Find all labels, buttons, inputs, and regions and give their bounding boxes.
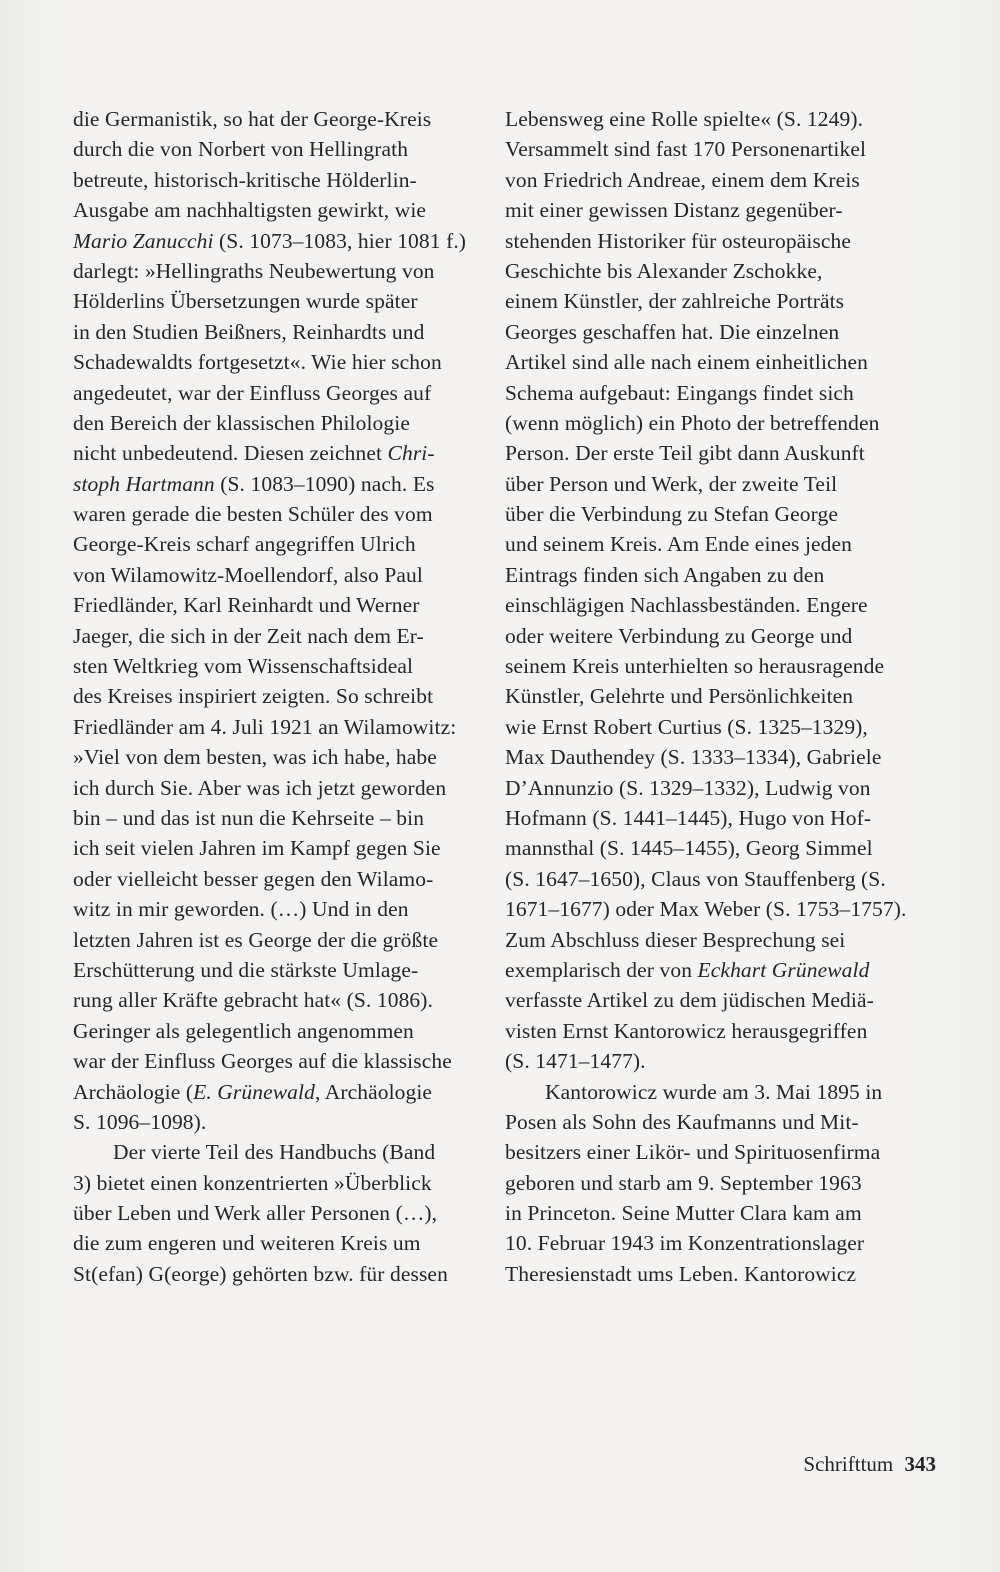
line-text: besitzers einer Likör- und Spirituosenfirma (505, 1140, 881, 1165)
text-line (505, 925, 945, 955)
text-line (505, 438, 945, 468)
text-line (73, 134, 493, 164)
line-text: die Germanistik, so hat der George-Kreis (73, 107, 432, 131)
line-text: Zum Abschluss dieser Besprechung sei (505, 927, 846, 952)
text-line (73, 226, 493, 256)
text-line (505, 1137, 945, 1167)
line-text: stehenden Historiker für osteuropäische (505, 228, 851, 253)
line-text: die zum engeren und weiteren Kreis um (73, 1231, 421, 1256)
line-text: Theresienstadt ums Leben. Kantorowicz (505, 1261, 857, 1286)
text-line (73, 1107, 493, 1137)
text-line (505, 712, 945, 742)
text-line (505, 681, 945, 711)
line-text: nicht unbedeutend. Diesen zeichnet (73, 441, 388, 466)
text-line (73, 378, 493, 408)
line-text: (S. 1083–1090) nach. Es (214, 471, 435, 496)
line-text: betreute, historisch-kritische Hölderlin- (73, 167, 417, 192)
left-text-column (73, 104, 493, 1289)
line-text: , Archäologie (314, 1079, 433, 1104)
text-line (505, 590, 945, 620)
text-line (73, 1228, 493, 1258)
line-text: geboren und starb am 9. September 1963 (505, 1170, 862, 1195)
line-text: S. 1096–1098). (73, 1109, 207, 1134)
text-line (505, 347, 945, 377)
line-text: ich durch Sie. Aber was ich jetzt geworden (73, 775, 447, 800)
text-line (73, 560, 493, 590)
text-line (505, 1228, 945, 1258)
line-text: oder weitere Verbindung zu George und (505, 623, 853, 648)
page-footer (803, 1452, 936, 1477)
line-text: Jaeger, die sich in der Zeit nach dem Er- (73, 623, 424, 648)
line-text: über die Verbindung zu Stefan George (505, 502, 838, 527)
text-line (73, 955, 493, 985)
running-head: Schrifttum (803, 1452, 894, 1476)
text-line (73, 833, 493, 863)
text-line (505, 165, 945, 195)
line-text: George-Kreis scharf angegriffen Ulrich (73, 532, 416, 557)
line-text: Friedländer, Karl Reinhardt und Werner (73, 593, 420, 618)
line-text: waren gerade die besten Schüler des vom (73, 502, 433, 527)
line-text: witz in mir geworden. (…) Und in den (73, 897, 409, 922)
line-text: Geringer als gelegentlich angenommen (73, 1018, 414, 1043)
line-text: Versammelt sind fast 170 Personenartikel (505, 137, 867, 162)
line-text: bin – und das ist nun die Kehrseite – bin (73, 805, 425, 830)
line-text: mit einer gewissen Distanz gegenüber- (505, 198, 843, 223)
italic-name: stoph Hartmann (73, 471, 215, 496)
line-text: St(efan) G(eorge) gehörten bzw. für dessen (73, 1261, 448, 1286)
text-line (505, 529, 945, 559)
text-line (73, 438, 493, 468)
line-text: (S. 1073–1083, hier 1081 f.) (213, 228, 467, 253)
text-line (73, 469, 493, 499)
text-line (505, 1198, 945, 1228)
line-text: 3) bietet einen konzentrierten »Überblick (73, 1170, 432, 1195)
text-line (505, 226, 945, 256)
line-text: durch die von Norbert von Hellingrath (73, 137, 409, 162)
text-line (73, 1016, 493, 1046)
text-line (73, 621, 493, 651)
line-text: war der Einfluss Georges auf die klassische (73, 1049, 452, 1074)
line-text: Eintrags finden sich Angaben zu den (505, 562, 825, 587)
text-line (505, 742, 945, 772)
text-line (73, 347, 493, 377)
text-line (73, 1077, 493, 1107)
text-line (505, 195, 945, 225)
line-text: Artikel sind alle nach einem einheitlichen (505, 350, 869, 375)
line-text: Der vierte Teil des Handbuchs (Band (113, 1140, 436, 1165)
line-text: mannsthal (S. 1445–1455), Georg Simmel (505, 836, 873, 861)
line-text: Ausgabe am nachhaltigsten gewirkt, wie (73, 198, 427, 223)
line-text: Schema aufgebaut: Eingangs findet sich (505, 380, 854, 405)
line-text: Hofmann (S. 1441–1445), Hugo von Hof- (505, 805, 872, 830)
text-line (505, 651, 945, 681)
text-line (73, 104, 493, 134)
text-line (505, 894, 945, 924)
line-text: und seinem Kreis. Am Ende eines jeden (505, 532, 853, 557)
text-line (73, 651, 493, 681)
text-line (505, 378, 945, 408)
line-text: ich seit vielen Jahren im Kampf gegen Sie (73, 836, 441, 861)
text-line (73, 529, 493, 559)
italic-name: Chri- (387, 441, 435, 466)
text-line (73, 803, 493, 833)
line-text: in Princeton. Seine Mutter Clara kam am (505, 1201, 862, 1226)
text-line (73, 408, 493, 438)
line-text: wie Ernst Robert Curtius (S. 1325–1329), (505, 714, 868, 739)
line-text: Hölderlins Übersetzungen wurde später (73, 289, 418, 314)
line-text: 1671–1677) oder Max Weber (S. 1753–1757). (505, 897, 907, 922)
text-line (73, 1259, 493, 1289)
line-text: des Kreises inspiriert zeigten. So schreibt (73, 684, 434, 709)
line-text: rung aller Kräfte gebracht hat« (S. 1086). (73, 988, 434, 1013)
text-line (505, 1168, 945, 1198)
text-line (73, 864, 493, 894)
text-line (505, 621, 945, 651)
line-text: Lebensweg eine Rolle spielte« (S. 1249). (505, 107, 864, 131)
text-line (505, 803, 945, 833)
line-text: Max Dauthendey (S. 1333–1334), Gabriele (505, 745, 882, 770)
text-line (505, 864, 945, 894)
line-text: verfasste Artikel zu dem jüdischen Mediä- (505, 988, 874, 1013)
line-text: darlegt: »Hellingraths Neubewertung von (73, 258, 435, 283)
line-text: seinem Kreis unterhielten so herausragende (505, 654, 885, 679)
line-text: Künstler, Gelehrte und Persönlichkeiten (505, 684, 854, 709)
text-line (505, 773, 945, 803)
italic-name: Mario Zanucchi (73, 228, 214, 253)
text-line (73, 1168, 493, 1198)
text-line (505, 104, 945, 134)
line-text: oder vielleicht besser gegen den Wilamo- (73, 866, 434, 891)
text-line (505, 317, 945, 347)
text-line (505, 833, 945, 863)
line-text: einem Künstler, der zahlreiche Porträts (505, 289, 845, 314)
page-number: 343 (904, 1452, 936, 1476)
text-line (73, 681, 493, 711)
line-text: Person. Der erste Teil gibt dann Auskunft (505, 441, 865, 466)
line-text: exemplarisch der von (505, 957, 698, 982)
text-line (73, 1046, 493, 1076)
line-text: einschlägigen Nachlassbeständen. Engere (505, 593, 868, 618)
italic-name: E. Grünewald (193, 1079, 315, 1104)
text-line (73, 742, 493, 772)
text-line (73, 165, 493, 195)
line-text: 10. Februar 1943 im Konzentrationslager (505, 1231, 865, 1256)
text-line (73, 256, 493, 286)
line-text: Erschütterung und die stärkste Umlage- (73, 957, 419, 982)
line-text: »Viel von dem besten, was ich habe, habe (73, 745, 437, 770)
text-line (73, 712, 493, 742)
line-text: Georges geschaffen hat. Die einzelnen (505, 319, 840, 344)
text-line (505, 985, 945, 1015)
text-line (505, 1107, 945, 1137)
line-text: Schadewaldts fortgesetzt«. Wie hier schon (73, 350, 442, 375)
line-text: angedeutet, war der Einfluss Georges auf (73, 380, 432, 405)
text-line (505, 560, 945, 590)
line-text: Posen als Sohn des Kaufmanns und Mit- (505, 1109, 859, 1134)
line-text: über Leben und Werk aller Personen (…), (73, 1201, 438, 1226)
text-line (73, 1198, 493, 1228)
text-line (73, 894, 493, 924)
line-text: von Wilamowitz-Moellendorf, also Paul (73, 562, 423, 587)
text-line (505, 499, 945, 529)
line-text: D’Annunzio (S. 1329–1332), Ludwig von (505, 775, 871, 800)
text-line (505, 1259, 945, 1289)
line-text: von Friedrich Andreae, einem dem Kreis (505, 167, 860, 192)
text-line (73, 985, 493, 1015)
line-text: (S. 1471–1477). (505, 1049, 646, 1074)
text-line (73, 195, 493, 225)
line-text: den Bereich der klassischen Philologie (73, 410, 410, 435)
text-line (505, 408, 945, 438)
line-text: Friedländer am 4. Juli 1921 an Wilamowitz: (73, 714, 457, 739)
text-line (73, 499, 493, 529)
line-text: Archäologie ( (73, 1079, 194, 1104)
text-line (73, 317, 493, 347)
text-line (73, 286, 493, 316)
line-text: visten Ernst Kantorowicz herausgegriffen (505, 1018, 868, 1043)
line-text: Geschichte bis Alexander Zschokke, (505, 258, 823, 283)
italic-name: Eckhart Grünewald (697, 957, 870, 982)
line-text: sten Weltkrieg vom Wissenschaftsideal (73, 654, 414, 679)
right-text-column (505, 104, 945, 1289)
text-line (505, 955, 945, 985)
line-text: (S. 1647–1650), Claus von Stauffenberg (S. (505, 866, 886, 891)
text-line (505, 469, 945, 499)
text-line (73, 1137, 493, 1167)
text-line (73, 773, 493, 803)
text-line (73, 925, 493, 955)
line-text: in den Studien Beißners, Reinhardts und (73, 319, 425, 344)
text-line (505, 1046, 945, 1076)
line-text: (wenn möglich) ein Photo der betreffenden (505, 410, 880, 435)
text-line (73, 590, 493, 620)
line-text: letzten Jahren ist es George der die größte (73, 927, 439, 952)
line-text: Kantorowicz wurde am 3. Mai 1895 in (545, 1079, 883, 1104)
text-line (505, 1016, 945, 1046)
text-line (505, 286, 945, 316)
text-line (505, 134, 945, 164)
text-line (505, 256, 945, 286)
line-text: über Person und Werk, der zweite Teil (505, 471, 838, 496)
text-line (505, 1077, 945, 1107)
